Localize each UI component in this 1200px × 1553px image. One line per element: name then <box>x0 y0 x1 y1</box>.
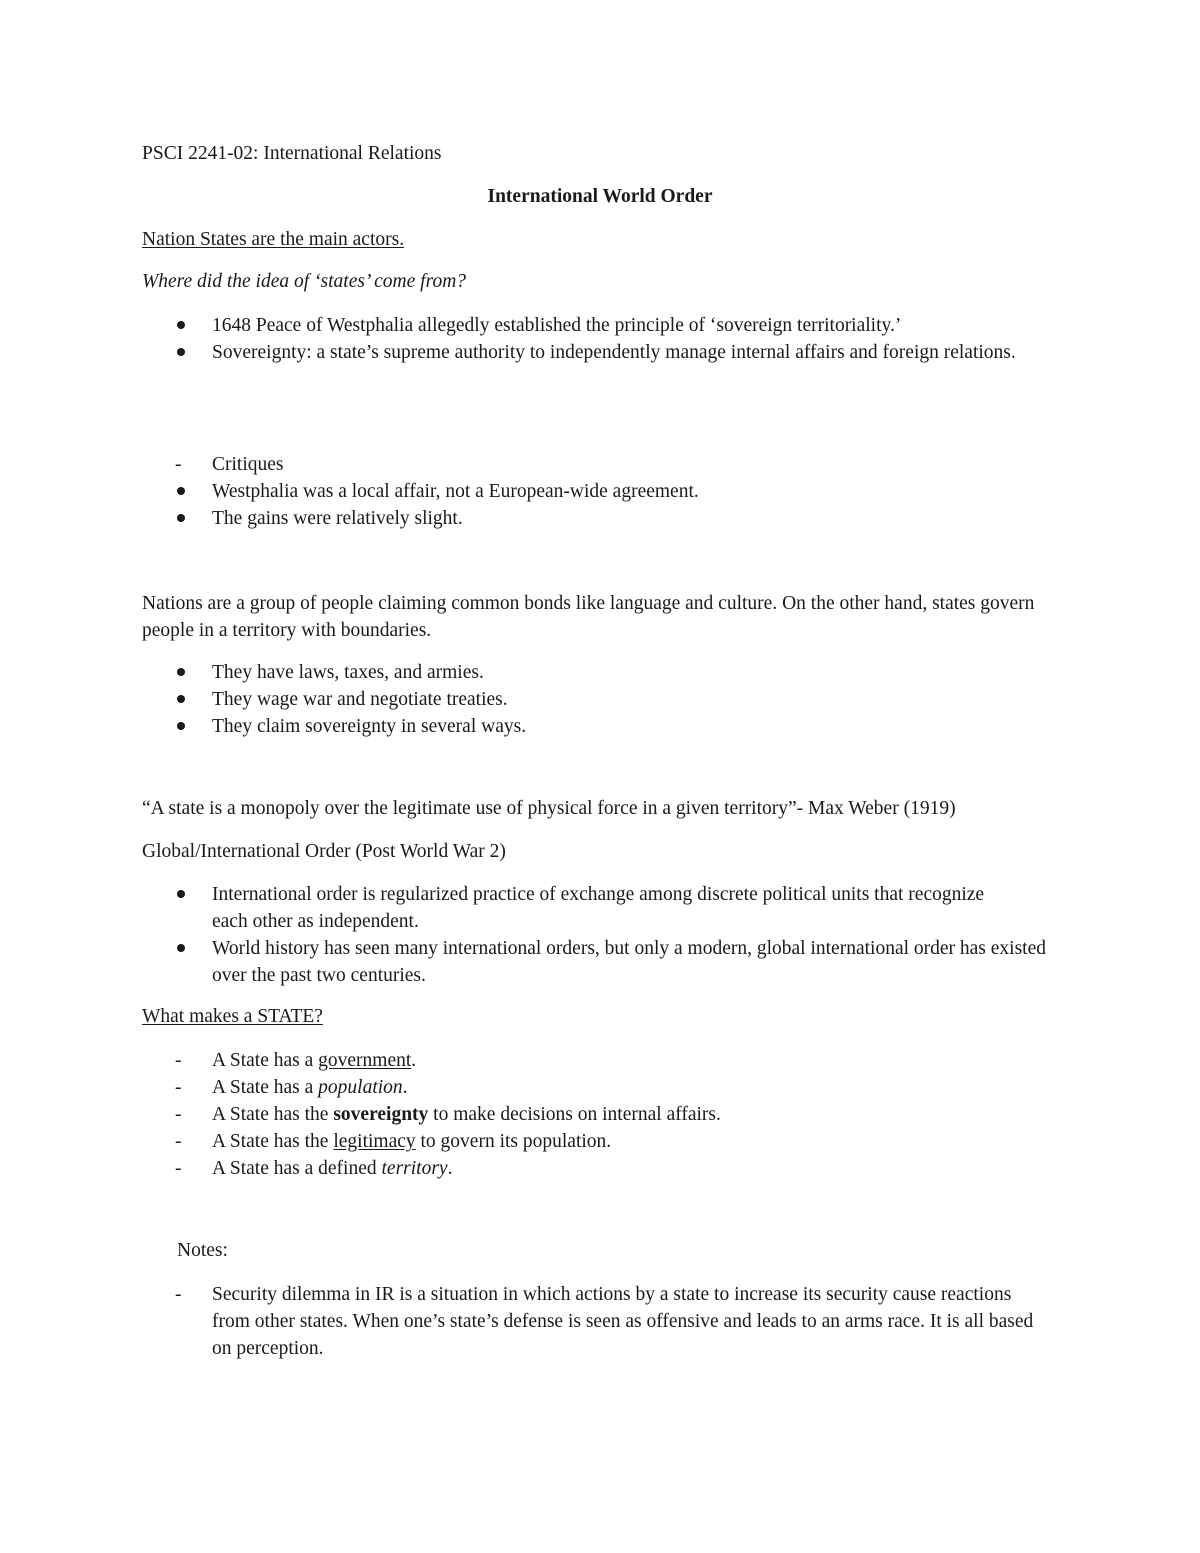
bullet-icon <box>177 695 185 703</box>
nations-paragraph: Nations are a group of people claiming common bonds like language and culture. On the other hand, states govern people in a territory with boundaries. <box>142 593 1035 641</box>
weber-quote: “A state is a monopoly over the legitimate use of physical force in a given territory”- Max Weber (1919) <box>142 798 956 819</box>
list-item: International order is regularized practice of exchange among discrete political units that recognize each other as independent. <box>175 881 1075 935</box>
dash-marker: - <box>175 454 182 475</box>
list-item: Sovereignty: a state’s supreme authority to independently manage internal affairs and foreign relations. <box>175 339 1075 366</box>
bullet-icon <box>177 487 185 495</box>
list-item: World history has seen many international orders, but only a modern, global international order has existed over the past two centuries. <box>175 935 1075 989</box>
bullet-icon <box>177 890 185 898</box>
list-item: They claim sovereignty in several ways. <box>175 713 1075 740</box>
list-item: - Security dilemma in IR is a situation in which actions by a state to increase its security cause reactions from other states. When one’s state’s defense is seen as offensive and leads to an arms race. It is all based on perception. <box>175 1281 1075 1362</box>
state-makeup-heading: What makes a STATE? <box>142 1006 323 1027</box>
list-item: They have laws, taxes, and armies. <box>175 659 1075 686</box>
bullet-icon <box>177 348 185 356</box>
list-item: Westphalia was a local affair, not a European-wide agreement. <box>175 478 1075 505</box>
key-term: sovereignty <box>333 1104 429 1125</box>
list-item: - A State has a population. <box>175 1074 1075 1101</box>
bullet-icon <box>177 722 185 730</box>
dash-marker: - <box>175 1077 182 1098</box>
notes-label: Notes: <box>177 1240 228 1261</box>
document-title: International World Order <box>487 186 713 207</box>
bullet-icon <box>177 944 185 952</box>
list-item: - Critiques <box>175 451 1075 478</box>
list-item: They wage war and negotiate treaties. <box>175 686 1075 713</box>
list-item: 1648 Peace of Westphalia allegedly established the principle of ‘sovereign territoriality.’ <box>175 312 1075 339</box>
list-item: - A State has the legitimacy to govern its population. <box>175 1128 1075 1155</box>
main-actors-heading: Nation States are the main actors. <box>142 229 405 250</box>
bullet-icon <box>177 514 185 522</box>
dash-marker: - <box>175 1131 182 1152</box>
dash-marker: - <box>175 1158 182 1179</box>
list-item: - A State has a government. <box>175 1047 1075 1074</box>
origin-question: Where did the idea of ‘states’ come from? <box>142 271 467 292</box>
dash-marker: - <box>175 1104 182 1125</box>
key-term: population <box>318 1077 403 1098</box>
bullet-icon <box>177 668 185 676</box>
dash-marker: - <box>175 1050 182 1071</box>
list-item: - A State has a defined territory. <box>175 1155 1075 1182</box>
list-item: The gains were relatively slight. <box>175 505 1075 532</box>
key-term: legitimacy <box>333 1131 416 1152</box>
course-header: PSCI 2241-02: International Relations <box>142 143 442 164</box>
dash-marker: - <box>175 1284 182 1305</box>
key-term: government <box>318 1050 412 1071</box>
global-order-heading: Global/International Order (Post World War 2) <box>142 841 506 862</box>
list-item: - A State has the sovereignty to make decisions on internal affairs. <box>175 1101 1075 1128</box>
bullet-icon <box>177 321 185 329</box>
key-term: territory <box>381 1158 448 1179</box>
